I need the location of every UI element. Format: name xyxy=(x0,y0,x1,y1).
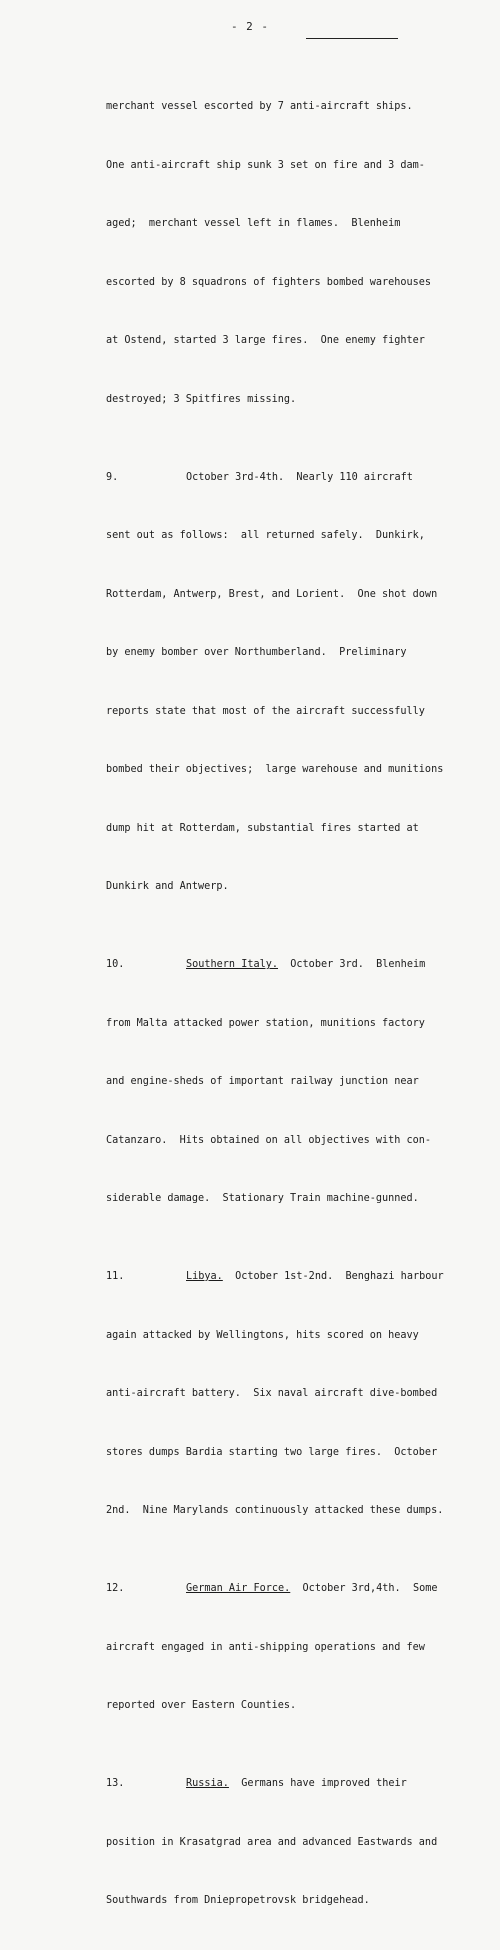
section-heading: German Air Force. xyxy=(186,1583,291,1594)
text-line: Southwards from Dniepropetrovsk bridgehead. xyxy=(106,1895,370,1906)
text-line: reports state that most of the aircraft successfully xyxy=(106,705,425,717)
text-line: escorted by 8 squadrons of fighters bombed warehouses xyxy=(106,276,432,288)
text-line: dump hit at Rotterdam, substantial fires started at xyxy=(106,822,419,834)
text-line: sent out as follows: all returned safely. Dunkirk, xyxy=(106,530,425,541)
section-heading: Southern Italy. xyxy=(186,959,279,970)
text-line: bombed their objectives; large warehouse and munitions xyxy=(106,764,444,775)
text-line: stores dumps Bardia starting two large fires. October xyxy=(106,1446,438,1458)
paragraph-text: October 1st-2nd. Benghazi harbour xyxy=(222,1271,444,1282)
document-body xyxy=(106,58,486,1950)
text-line: destroyed; 3 Spitfires missing. xyxy=(106,393,297,405)
paragraph-number: 12. xyxy=(106,1583,125,1594)
text-line: from Malta attacked power station, munitions factory xyxy=(106,1017,425,1029)
text-line: Catanzaro. Hits obtained on all objectives with con- xyxy=(106,1134,432,1146)
text-line: reported over Eastern Counties. xyxy=(106,1700,297,1711)
text-line: at Ostend, started 3 large fires. One enemy fighter xyxy=(106,335,425,346)
paragraph-number: 11. xyxy=(106,1271,125,1282)
text-line: siderable damage. Stationary Train machine-gunned. xyxy=(106,1193,419,1204)
paragraph-12-first-line xyxy=(106,1579,486,1599)
text-line: position in Krasatgrad area and advanced Eastwards and xyxy=(106,1836,438,1848)
paragraph-number: 13. xyxy=(106,1778,125,1789)
paragraph-13-first-line xyxy=(106,1774,486,1794)
text-line: aircraft engaged in anti-shipping operations and few xyxy=(106,1641,425,1653)
text-line: and engine-sheds of important railway junction near xyxy=(106,1076,419,1087)
text-line: anti-aircraft battery. Six naval aircraft dive-bombed xyxy=(106,1388,438,1399)
text-line: aged; merchant vessel left in flames. Blenheim xyxy=(106,218,401,229)
text-line: Rotterdam, Antwerp, Brest, and Lorient. One shot down xyxy=(106,588,438,600)
paragraph-text: October 3rd. Blenheim xyxy=(278,959,426,970)
paragraph-9-first-line xyxy=(106,468,486,488)
text-line: 2nd. Nine Marylands continuously attacked these dumps. xyxy=(106,1505,444,1516)
paragraph-text: Germans have improved their xyxy=(228,1778,407,1789)
text-line: again attacked by Wellingtons, hits scored on heavy xyxy=(106,1329,419,1341)
paragraph-10-first-line xyxy=(106,955,486,975)
paragraph-text: October 3rd-4th. Nearly 110 aircraft xyxy=(186,471,413,483)
paragraph-number: 10. xyxy=(106,959,125,970)
section-heading: Russia. xyxy=(186,1778,229,1789)
text-line: by enemy bomber over Northumberland. Preliminary xyxy=(106,647,407,658)
paragraph-11-first-line xyxy=(106,1267,486,1287)
header-rule xyxy=(306,38,398,39)
text-line: One anti-aircraft ship sunk 3 set on fire and 3 dam- xyxy=(106,159,425,171)
paragraph-text: October 3rd,4th. Some xyxy=(290,1583,438,1594)
text-line: merchant vessel escorted by 7 anti-aircraft ships. xyxy=(106,101,413,112)
page-number: - 2 - xyxy=(230,20,270,33)
text-line: Dunkirk and Antwerp. xyxy=(106,881,229,892)
paragraph-number: 9. xyxy=(106,471,119,483)
section-heading: Libya. xyxy=(186,1271,223,1282)
